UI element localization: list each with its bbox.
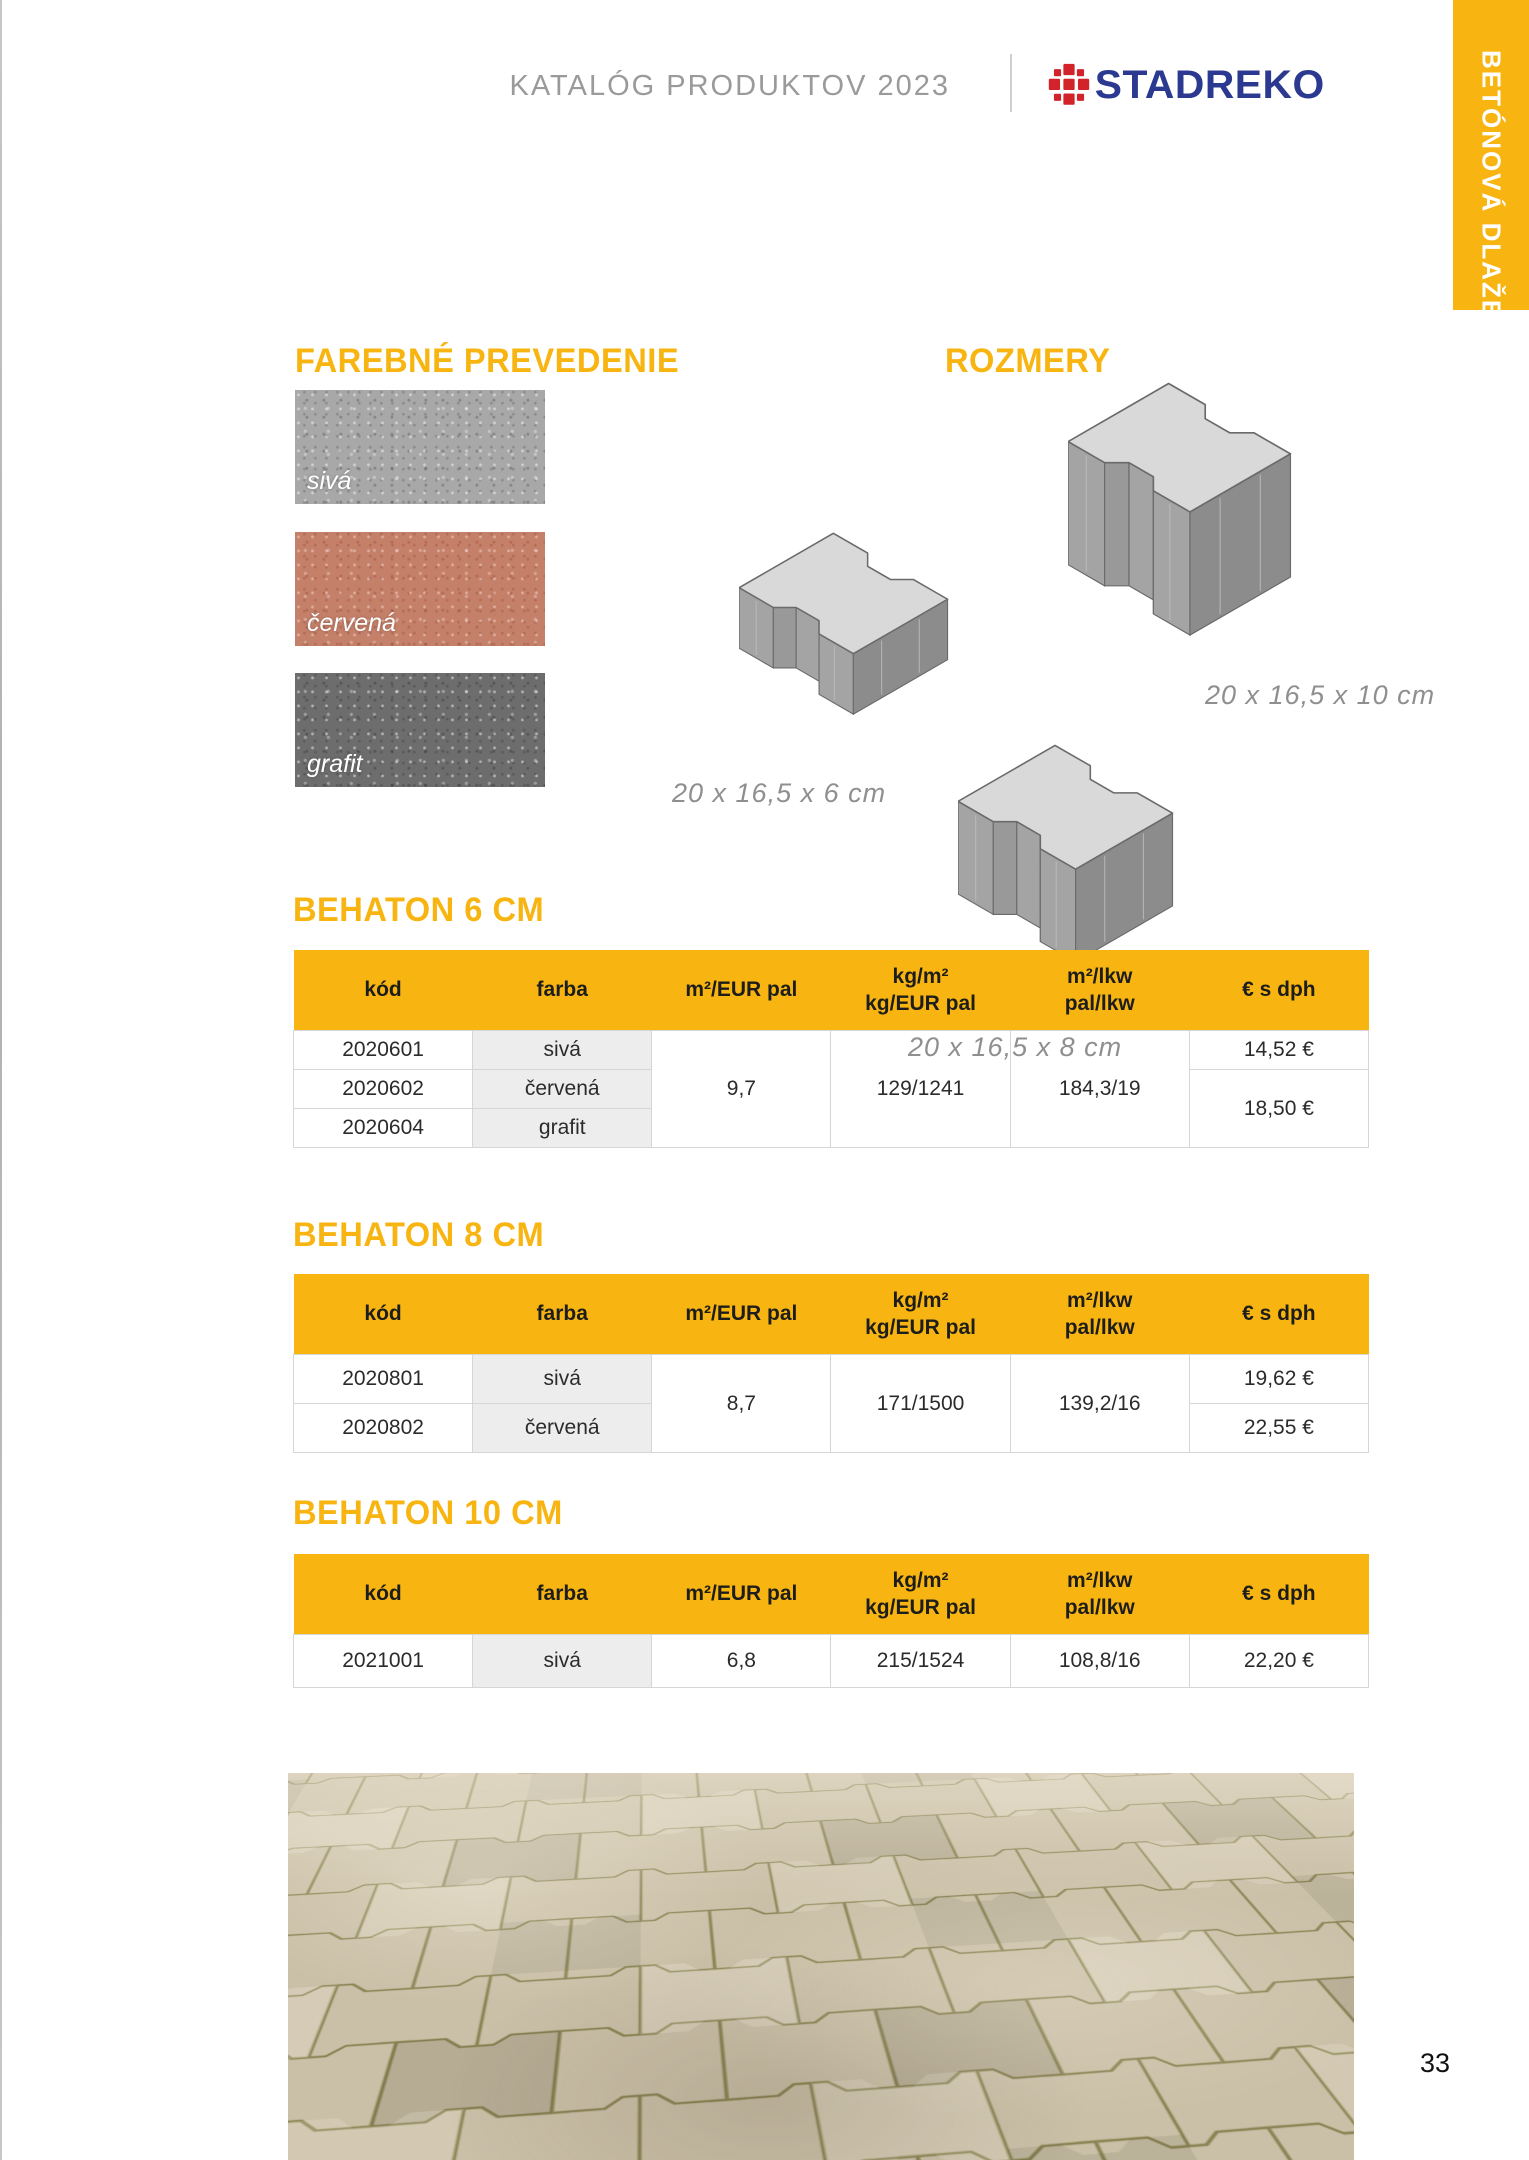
page-number: 33 xyxy=(1420,2048,1451,2078)
col-header-m2-eur-pal: m²/EUR pal xyxy=(652,1554,831,1635)
col-header-m2-eur-pal: m²/EUR pal xyxy=(652,1274,831,1355)
col-header-price: € s dph xyxy=(1189,1554,1368,1635)
col-header-farba: farba xyxy=(473,1274,652,1355)
brand-logo xyxy=(1046,62,1325,108)
paver-drawing-8cm xyxy=(958,742,1174,968)
table-behaton-10cm xyxy=(293,1554,1369,1688)
col-header-price: € s dph xyxy=(1189,950,1368,1031)
col-header-lkw: m²/lkw pal/lkw xyxy=(1010,1554,1189,1635)
cell-color: grafit xyxy=(473,1109,652,1148)
cell-lkw: 184,3/19 xyxy=(1010,1031,1189,1148)
col-header-kg: kg/m² kg/EUR pal xyxy=(831,950,1010,1031)
swatch-label: červená xyxy=(307,609,396,637)
col-header-farba: farba xyxy=(473,1554,652,1635)
table-title-behaton-10cm: BEHATON 10 CM xyxy=(293,1494,563,1532)
cell-code: 2021001 xyxy=(294,1635,473,1688)
cell-price: 14,52 € xyxy=(1189,1031,1368,1070)
cell-price: 19,62 € xyxy=(1189,1355,1368,1404)
header-row xyxy=(294,1274,1369,1355)
price-table xyxy=(293,1554,1369,1688)
cell-m2-eur-pal: 6,8 xyxy=(652,1635,831,1688)
cell-color: červená xyxy=(473,1404,652,1453)
col-header-farba: farba xyxy=(473,950,652,1031)
col-header-lkw: m²/lkw pal/lkw xyxy=(1010,950,1189,1031)
cell-color: červená xyxy=(473,1070,652,1109)
dimension-label-8cm: 20 x 16,5 x 8 cm xyxy=(908,1032,1123,1062)
paver-drawing-10cm xyxy=(1068,380,1292,642)
dimension-label-6cm: 20 x 16,5 x 6 cm xyxy=(672,778,887,808)
swatch-label: grafit xyxy=(307,750,363,778)
paver-cross-icon xyxy=(1046,62,1092,108)
swatch-label: sivá xyxy=(307,467,352,495)
cell-code: 2020801 xyxy=(294,1355,473,1404)
col-header-m2-eur-pal: m²/EUR pal xyxy=(652,950,831,1031)
dimensions-section-title: ROZMERY xyxy=(945,342,1111,380)
cell-code: 2020802 xyxy=(294,1404,473,1453)
table-row xyxy=(294,1635,1369,1688)
price-table xyxy=(293,1274,1369,1453)
cell-m2-eur-pal: 8,7 xyxy=(652,1355,831,1453)
col-header-lkw: m²/lkw pal/lkw xyxy=(1010,1274,1189,1355)
col-header-kod: kód xyxy=(294,1274,473,1355)
col-header-kod: kód xyxy=(294,1554,473,1635)
cell-price: 22,55 € xyxy=(1189,1404,1368,1453)
header-row xyxy=(294,950,1369,1031)
catalog-title: KATALÓG PRODUKTOV 2023 xyxy=(509,70,950,102)
colors-section-title: FAREBNÉ PREVEDENIE xyxy=(295,342,680,380)
table-behaton-6cm xyxy=(293,950,1369,1148)
pavement-photo-texture xyxy=(288,1773,1354,2160)
cell-color: sivá xyxy=(473,1635,652,1688)
cell-kg: 171/1500 xyxy=(831,1355,1010,1453)
cell-m2-eur-pal: 9,7 xyxy=(652,1031,831,1148)
cell-code: 2020601 xyxy=(294,1031,473,1070)
col-header-kod: kód xyxy=(294,950,473,1031)
cell-price: 18,50 € xyxy=(1189,1070,1368,1148)
col-header-kg: kg/m² kg/EUR pal xyxy=(831,1274,1010,1355)
cell-price: 22,20 € xyxy=(1189,1635,1368,1688)
cell-color: sivá xyxy=(473,1031,652,1070)
cell-lkw: 108,8/16 xyxy=(1010,1635,1189,1688)
header-row xyxy=(294,1554,1369,1635)
cell-kg: 215/1524 xyxy=(831,1635,1010,1688)
cell-lkw: 139,2/16 xyxy=(1010,1355,1189,1453)
cell-code: 2020602 xyxy=(294,1070,473,1109)
chapter-tab xyxy=(1453,0,1529,342)
cell-color: sivá xyxy=(473,1355,652,1404)
table-behaton-8cm xyxy=(293,1274,1369,1453)
table-row xyxy=(294,1355,1369,1404)
swatch-siva xyxy=(295,390,545,504)
header-divider xyxy=(1010,54,1012,112)
col-header-price: € s dph xyxy=(1189,1274,1368,1355)
col-header-kg: kg/m² kg/EUR pal xyxy=(831,1554,1010,1635)
price-table xyxy=(293,950,1369,1148)
pavement-photo xyxy=(288,1773,1354,2160)
cell-code: 2020604 xyxy=(294,1109,473,1148)
table-title-behaton-6cm: BEHATON 6 CM xyxy=(293,891,545,929)
table-row xyxy=(294,1031,1369,1070)
dimension-label-10cm: 20 x 16,5 x 10 cm xyxy=(1205,680,1436,710)
cell-kg: 129/1241 xyxy=(831,1031,1010,1148)
brand-name: STADREKO xyxy=(1094,62,1325,107)
page-edge-shadow xyxy=(0,0,2,2160)
table-title-behaton-8cm: BEHATON 8 CM xyxy=(293,1216,545,1254)
chapter-tab-label: BETÓNOVÁ DLAŽBA xyxy=(1476,50,1507,342)
swatch-cervena xyxy=(295,532,545,646)
paver-drawing-6cm xyxy=(739,530,949,720)
swatch-grafit xyxy=(295,673,545,787)
